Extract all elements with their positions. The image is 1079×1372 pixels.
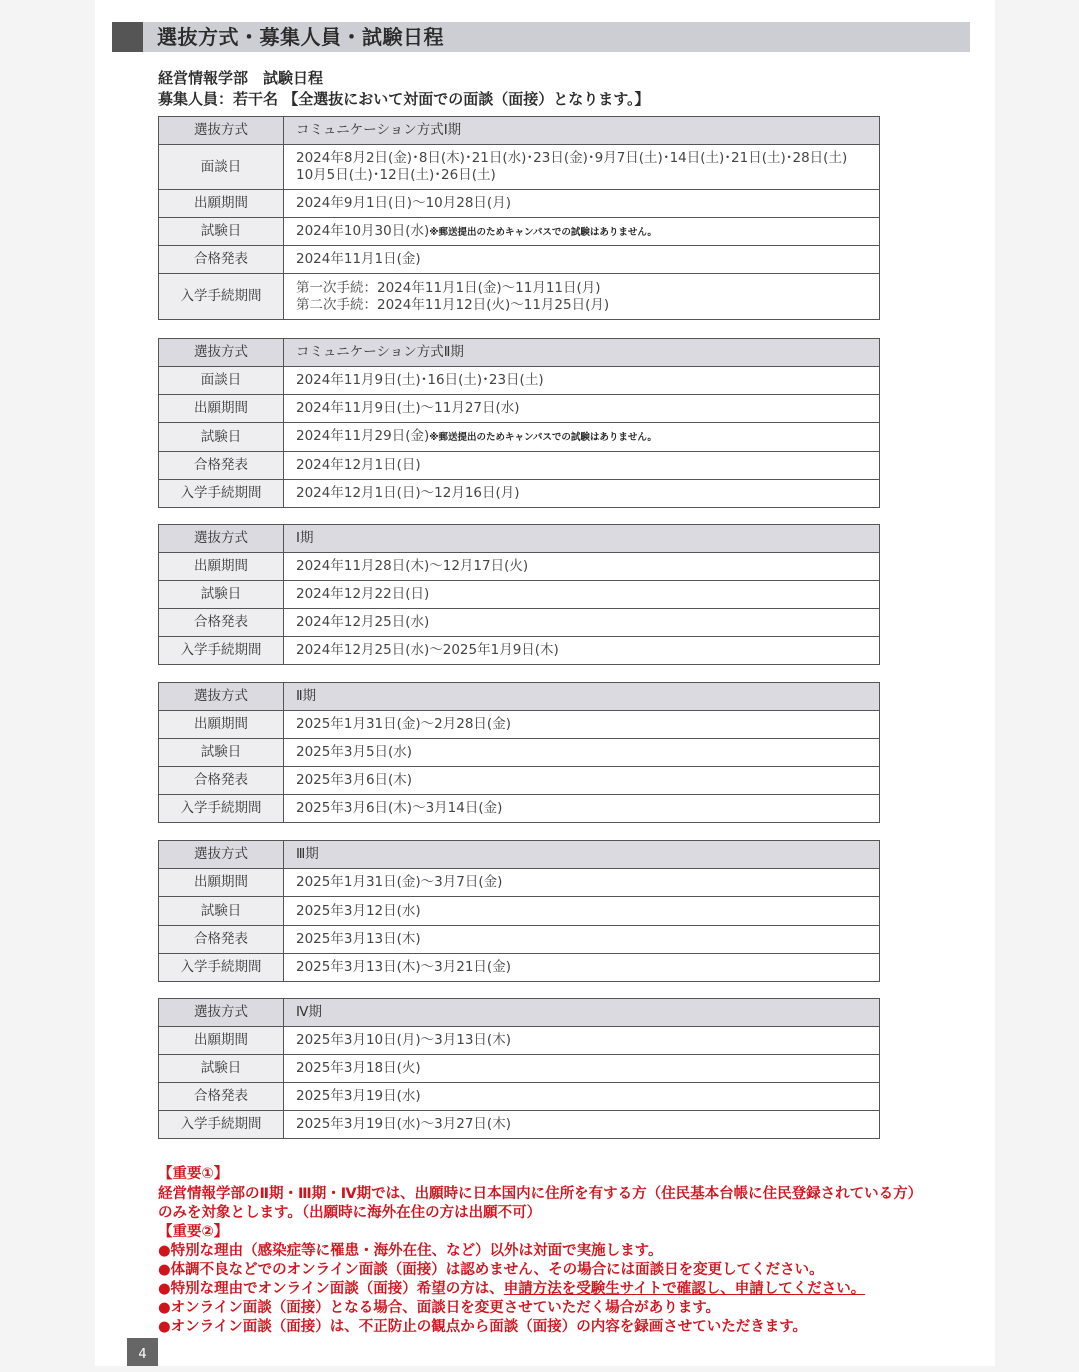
row-label: 出願期間: [159, 553, 284, 581]
row-label: 合格発表: [159, 1083, 284, 1111]
row-value: [284, 1027, 880, 1055]
notice-bullet-2: ●体調不良などでのオンライン面談（面接）は認めません、その場合には面談日を変更してください。: [158, 1262, 824, 1278]
row-value: [284, 553, 880, 581]
row-label: 入学手続期間: [159, 954, 284, 982]
value-text: Ⅰ期: [296, 530, 314, 546]
row-value: [284, 581, 880, 609]
table-row: [159, 841, 880, 869]
table-row: [159, 1055, 880, 1083]
row-value: [284, 145, 880, 190]
table-row: [159, 954, 880, 982]
value-text: 2025年3月10日(月)～3月13日(木): [296, 1032, 511, 1048]
row-value: [284, 683, 880, 711]
notice-bullet-5: ●オンライン面談（面接）は、不正防止の観点から面談（面接）の内容を録画させていただきます。: [158, 1319, 808, 1335]
row-label: 選抜方式: [159, 841, 284, 869]
table-row: [159, 423, 880, 452]
row-value: [284, 246, 880, 274]
row-value: [284, 117, 880, 145]
row-value: [284, 1111, 880, 1139]
value-text: 2025年3月6日(木): [296, 772, 413, 788]
value-text: Ⅱ期: [296, 688, 317, 704]
table-row: [159, 190, 880, 218]
value-text: コミュニケーション方式Ⅱ期: [296, 344, 464, 360]
value-text: 2024年11月28日(木)～12月17日(火): [296, 558, 529, 574]
row-value: [284, 739, 880, 767]
table-row: [159, 117, 880, 145]
table-row: [159, 395, 880, 423]
row-label: 選抜方式: [159, 999, 284, 1027]
schedule-subtitle: 経営情報学部 試験日程: [158, 69, 324, 87]
row-label: 入学手続期間: [159, 274, 284, 320]
row-value: [284, 795, 880, 823]
row-value: [284, 637, 880, 665]
table-row: [159, 1083, 880, 1111]
page-number: 4: [127, 1338, 158, 1366]
table-row: [159, 246, 880, 274]
table-row: [159, 274, 880, 320]
row-label: 入学手続期間: [159, 480, 284, 508]
value-text: 2025年3月13日(木)～3月21日(金): [296, 959, 511, 975]
table-row: [159, 581, 880, 609]
row-value: [284, 767, 880, 795]
page-title: 選抜方式・募集人員・試験日程: [157, 25, 444, 49]
row-label: 合格発表: [159, 452, 284, 480]
value-text: 2025年3月6日(木)～3月14日(金): [296, 800, 503, 816]
row-label: 試験日: [159, 897, 284, 926]
table-row: [159, 339, 880, 367]
table-row: [159, 553, 880, 581]
value-note: ※郵送提出のためキャンパスでの試験はありません。: [429, 226, 657, 238]
table-row: [159, 926, 880, 954]
row-value: [284, 1055, 880, 1083]
row-label: 合格発表: [159, 926, 284, 954]
value-text: 第一次手続：2024年11月1日(金)～11月11日(月): [296, 279, 601, 296]
row-label: 出願期間: [159, 190, 284, 218]
value-text: 2025年1月31日(金)～2月28日(金): [296, 716, 511, 732]
row-label: 試験日: [159, 218, 284, 246]
row-label: 選抜方式: [159, 339, 284, 367]
row-value: [284, 869, 880, 897]
value-text: Ⅲ期: [296, 846, 319, 862]
row-value: [284, 841, 880, 869]
row-value: [284, 954, 880, 982]
value-text: 2024年12月25日(水)～2025年1月9日(木): [296, 642, 559, 658]
table-row: [159, 480, 880, 508]
row-label: 試験日: [159, 739, 284, 767]
row-value: [284, 423, 880, 452]
table-row: [159, 218, 880, 246]
value-text-line-2: 第二次手続：2024年11月12日(火)～11月25日(月): [296, 296, 610, 313]
table-row: [159, 999, 880, 1027]
row-label: 入学手続期間: [159, 1111, 284, 1139]
row-value: [284, 609, 880, 637]
table-row: [159, 869, 880, 897]
table-row: [159, 609, 880, 637]
table-row: [159, 452, 880, 480]
value-text-line-2: 10月5日(土)･12日(土)･26日(土): [296, 167, 496, 183]
value-text: 2025年3月19日(水): [296, 1088, 421, 1104]
row-value: [284, 1083, 880, 1111]
value-text: 2024年12月22日(日): [296, 586, 430, 602]
row-value: [284, 452, 880, 480]
value-text: 2025年3月19日(水)～3月27日(木): [296, 1116, 511, 1132]
row-value: [284, 274, 880, 320]
row-label: 出願期間: [159, 395, 284, 423]
schedule-table: [158, 840, 880, 982]
row-label: 面談日: [159, 145, 284, 190]
row-label: 選抜方式: [159, 525, 284, 553]
row-label: 入学手続期間: [159, 795, 284, 823]
row-label: 出願期間: [159, 869, 284, 897]
notice-bullet-1: ●特別な理由（感染症等に罹患・海外在住、など）以外は対面で実施します。: [158, 1243, 663, 1259]
value-text: 2024年11月29日(金): [296, 428, 430, 444]
notice-line-2: のみを対象とします。（出願時に海外在住の方は出願不可）: [158, 1205, 542, 1221]
row-value: [284, 999, 880, 1027]
value-text: 2025年3月5日(水): [296, 744, 413, 760]
section-header: [112, 22, 970, 52]
row-label: 合格発表: [159, 767, 284, 795]
value-text: コミュニケーション方式Ⅰ期: [296, 122, 462, 138]
row-label: 試験日: [159, 581, 284, 609]
table-row: [159, 525, 880, 553]
row-label: 出願期間: [159, 711, 284, 739]
application-method-link[interactable]: 申請方法を受験生サイトで確認し、申請してください。: [503, 1281, 866, 1297]
table-row: [159, 367, 880, 395]
row-value: [284, 897, 880, 926]
table-row: [159, 683, 880, 711]
row-value: [284, 926, 880, 954]
table-row: [159, 767, 880, 795]
value-text: 2024年11月9日(土)～11月27日(水): [296, 400, 520, 416]
value-text: 2025年3月13日(木): [296, 931, 421, 947]
value-text: 2025年3月12日(水): [296, 902, 421, 919]
value-text: 2024年11月9日(土)･16日(土)･23日(土): [296, 372, 544, 388]
table-row: [159, 1027, 880, 1055]
row-label: 出願期間: [159, 1027, 284, 1055]
row-label: 選抜方式: [159, 683, 284, 711]
value-text: 2025年1月31日(金)～3月7日(金): [296, 874, 503, 890]
row-label: 試験日: [159, 423, 284, 452]
schedule-table: [158, 998, 880, 1139]
row-label: 試験日: [159, 1055, 284, 1083]
schedule-table: [158, 524, 880, 665]
table-row: [159, 145, 880, 190]
value-text: 2024年11月1日(金): [296, 251, 421, 267]
row-value: [284, 190, 880, 218]
header-marker: [112, 22, 143, 52]
notice-bullet-3-text: ●特別な理由でオンライン面談（面接）希望の方は、: [158, 1281, 504, 1297]
value-text: 2025年3月18日(火): [296, 1060, 421, 1076]
table-row: [159, 637, 880, 665]
value-text: 2024年12月1日(日)～12月16日(月): [296, 485, 520, 501]
row-label: 面談日: [159, 367, 284, 395]
table-row: [159, 1111, 880, 1139]
value-text: 2024年12月25日(水): [296, 614, 430, 630]
schedule-table: [158, 338, 880, 508]
row-label: 合格発表: [159, 246, 284, 274]
value-text: 2024年9月1日(日)～10月28日(月): [296, 195, 511, 211]
row-value: [284, 525, 880, 553]
table-row: [159, 897, 880, 926]
row-value: [284, 367, 880, 395]
notice-line-1: 経営情報学部のⅡ期・Ⅲ期・Ⅳ期では、出願時に日本国内に住所を有する方（住民基本台帳に住民登録されている方）: [158, 1186, 923, 1202]
row-label: 合格発表: [159, 609, 284, 637]
table-row: [159, 795, 880, 823]
schedule-table: [158, 682, 880, 823]
row-label: 入学手続期間: [159, 637, 284, 665]
value-text: 2024年12月1日(日): [296, 457, 421, 473]
recruitment-note: 募集人員：若干名 【全選抜において対面での面談（面接）となります。】: [158, 90, 650, 108]
notice-bullet-3: [158, 1277, 865, 1298]
row-value: [284, 218, 880, 246]
row-value: [284, 480, 880, 508]
schedule-table: [158, 116, 880, 320]
notice-heading-1: 【重要①】: [158, 1166, 229, 1182]
notice-heading-2: 【重要②】: [158, 1224, 229, 1240]
value-note: ※郵送提出のためキャンパスでの試験はありません。: [429, 432, 657, 443]
value-text: Ⅳ期: [296, 1004, 322, 1020]
table-row: [159, 739, 880, 767]
row-value: [284, 711, 880, 739]
row-label: 選抜方式: [159, 117, 284, 145]
value-text: 2024年10月30日(水): [296, 222, 430, 239]
notice-bullet-4: ●オンライン面談（面接）となる場合、面談日を変更させていただく場合があります。: [158, 1300, 721, 1316]
row-value: [284, 339, 880, 367]
row-value: [284, 395, 880, 423]
table-row: [159, 711, 880, 739]
value-text: 2024年8月2日(金)･8日(木)･21日(水)･23日(金)･9月7日(土)･14日(土)･21日(土)･28日(土): [296, 150, 848, 166]
